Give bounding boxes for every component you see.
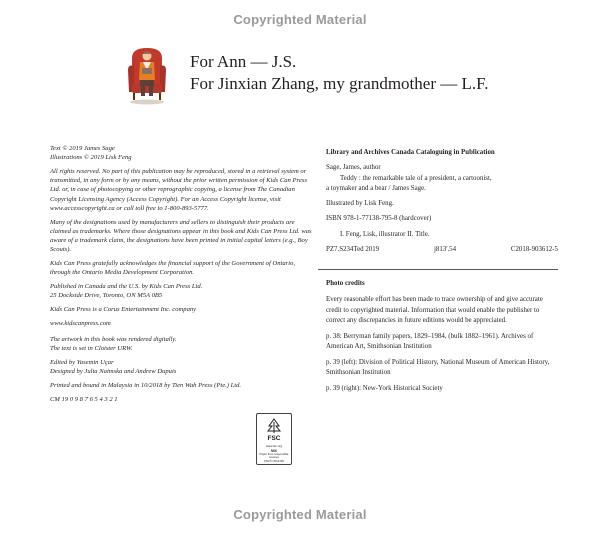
fsc-site: www.fsc.org <box>265 444 283 448</box>
photo-credits-intro: Every reasonable effort has been made to trace ownership of and give accurate credit to copyrighted material. Information that would enable the publisher to correct any discrepancies in future editions would be appreciated. <box>326 296 543 324</box>
cip-class-number: C2018-903612-5 <box>510 246 558 254</box>
cip-class-dewey: j813'.54 <box>433 246 457 254</box>
font-note: The text is set in Cloister URW. <box>50 345 133 353</box>
watermark-bottom: Copyrighted Material <box>233 507 367 522</box>
website-link[interactable]: www.kidscanpress.com <box>50 319 111 327</box>
photo-credit-item: p. 39 (left): Division of Political History, National Museum of American History, Smithsonian Institution <box>326 358 550 377</box>
fsc-description: Paper from responsible sources <box>259 452 289 459</box>
print-code: CM 19 0 9 8 7 6 5 4 3 2 1 <box>50 395 118 403</box>
corus-notice: Kids Can Press is a Corus Entertainment Inc. company <box>50 306 197 314</box>
cip-classification <box>326 245 558 255</box>
fsc-tree-icon <box>266 418 282 434</box>
fsc-logo <box>256 413 292 465</box>
photo-credits-heading: Photo credits <box>326 280 365 287</box>
editor-credit: Edited by Yasemin Uçar <box>50 359 114 367</box>
artwork-note: The artwork in this book was rendered digitally. <box>50 336 177 344</box>
rights-notice: All rights reserved. No part of this publication may be reproduced, stored in a retrieval system or transmitted, in any form or by any means, without the prior written permission of Kids Can Press Ltd. or, in case of photocopying or other reprographic copying, a license from The Canadian Copyright Licensing Agency (Access Copyright). For an Access Copyright license, visit www.accesscopyright.ca or call toll free to 1-800-893-5777. <box>50 168 307 212</box>
cip-illustrated: Illustrated by Lisk Feng. <box>326 200 394 208</box>
dedication-illustrator: For Jinxian Zhang, my grandmother — L.F. <box>190 74 489 93</box>
publisher-line: Published in Canada and the U.S. by Kids Can Press Ltd. <box>50 283 203 291</box>
fsc-code: FSC® C012700 <box>264 459 284 463</box>
trademark-notice: Many of the designations used by manufacturers and sellers to distinguish their products are claimed as trademarks. Where those designations appear in this book and Kids Can Press Ltd. was aware of a trademark claim, the designations have been printed in initial capital letters (e.g., Boy Scouts). <box>50 218 312 254</box>
cip-class-lc: PZ7.S234Ted 2019 <box>326 246 380 254</box>
funding-notice: Kids Can Press gratefully acknowledges the financial support of the Government of Ontario, through the Ontario Media Development Corporation. <box>50 260 295 277</box>
photo-credit-item: p. 38: Berryman family papers, 1829–1984, (bulk 1882–1961). Archives of American Art, Smithsonian Institution <box>326 332 534 350</box>
photo-credit-item: p. 39 (right): New-York Historical Society <box>326 384 443 392</box>
cip-block <box>326 148 558 255</box>
armchair-illustration <box>124 44 170 106</box>
dedication-author: For Ann — J.S. <box>190 52 297 71</box>
cip-title-line2: a toymaker and a bear / James Sage. <box>326 184 426 192</box>
publisher-address: 25 Dockside Drive, Toronto, ON M5A 0B5 <box>50 292 163 300</box>
cip-isbn: ISBN 978-1-77138-795-8 (hardcover) <box>326 215 432 223</box>
section-divider <box>318 269 558 270</box>
copyright-block <box>50 144 312 409</box>
photo-credits-block <box>326 279 558 400</box>
fsc-label: FSC <box>267 435 281 442</box>
fsc-mix: MIX <box>271 449 277 453</box>
designer-credit: Designed by Julia Naimska and Andrew Dupuis <box>50 368 177 376</box>
cip-title-line1: Teddy : the remarkable tale of a president, a cartoonist, <box>340 174 492 182</box>
cip-subjects: I. Feng, Lisk, illustrator II. Title. <box>340 230 430 238</box>
cip-heading: Library and Archives Canada Cataloguing in Publication <box>326 149 495 156</box>
cip-author: Sage, James, author <box>326 164 381 172</box>
illustration-credit: Illustrations © 2019 Lisk Feng <box>50 154 132 162</box>
text-credit: Text © 2019 James Sage <box>50 145 115 152</box>
watermark-top: Copyrighted Material <box>233 12 367 27</box>
printing-notice: Printed and bound in Malaysia in 10/2018 by Tien Wah Press (Pte.) Ltd. <box>50 382 242 390</box>
